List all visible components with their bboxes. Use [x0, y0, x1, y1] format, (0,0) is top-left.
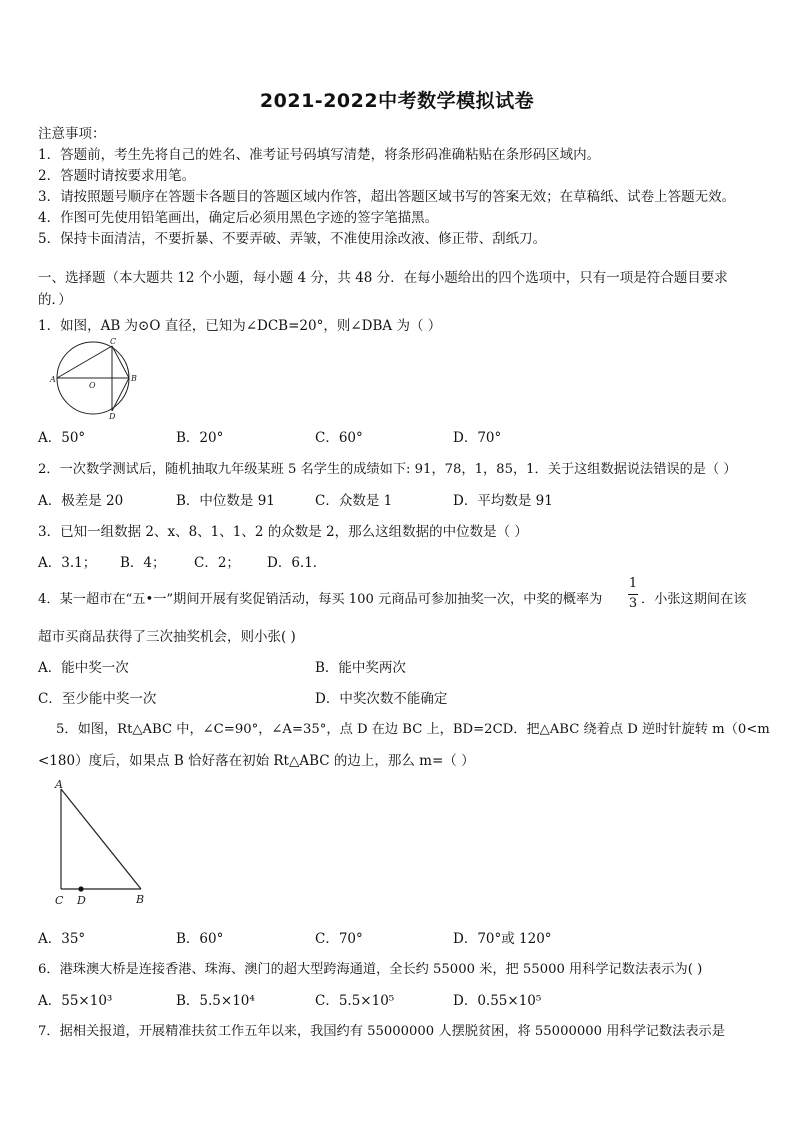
question-5-stem: 5．如图，Rt△ABC 中，∠C=90°，∠A=35°，点 D 在边 BC 上，BD=2CD．把△ABC 绕着点 D 逆时针旋转 m（0<m [56, 722, 770, 737]
section-heading-cont: 的．） [38, 292, 72, 308]
question-3-stem: 3．已知一组数据 2、x、8、1、1、2 的众数是 2，那么这组数据的中位数是（ ） [38, 524, 528, 540]
option-b[interactable]: B．60° [176, 931, 224, 947]
option-b[interactable]: B．20° [176, 430, 224, 446]
option-a[interactable]: A．3.1； [38, 555, 97, 571]
point-d [78, 886, 83, 891]
option-b[interactable]: B．能中奖两次 [315, 660, 406, 676]
option-b[interactable]: B．4； [120, 555, 166, 571]
notice-item: 3．请按照题号顺序在答题卡各题目的答题区域内作答，超出答题区域书写的答案无效；在草稿纸、试卷上答题无效。 [38, 189, 736, 205]
option-d[interactable]: D．70°或 120° [453, 931, 552, 947]
triangle-figure [52, 780, 152, 908]
notice-item: 5．保持卡面清洁，不要折暴、不要弄破、弄皱，不准使用涂改液、修正带、刮纸刀。 [38, 231, 547, 247]
option-c[interactable]: C．70° [315, 931, 363, 947]
option-d[interactable]: D．平均数是 91 [453, 493, 553, 509]
option-c[interactable]: C．至少能中奖一次 [38, 691, 157, 707]
option-c[interactable]: C．5.5×10⁵ [315, 993, 395, 1009]
option-c[interactable]: C．60° [315, 430, 363, 446]
question-4-stem: 4．某一超市在“五•一”期间开展有奖促销活动，每买 100 元商品可参加抽奖一次，中奖的概率为 [38, 592, 603, 607]
fraction-numerator: 1 [628, 576, 638, 591]
label-c: C [110, 337, 117, 346]
label-b: B [136, 893, 145, 906]
question-6-stem: 6．港珠澳大桥是连接香港、珠海、澳门的超大型跨海通道，全长约 55000 米，把 55000 用科学记数法表示为( ) [38, 962, 703, 977]
question-2-stem: 2．一次数学测试后，随机抽取九年级某班 5 名学生的成绩如下: 91，78，1，85，1．关于这组数据说法错误的是（ ） [38, 462, 737, 477]
option-c[interactable]: C．众数是 1 [315, 493, 393, 509]
fraction-bar [628, 594, 638, 595]
option-a[interactable]: A．35° [38, 931, 86, 947]
label-c: C [55, 894, 64, 907]
page-title: 2021-2022中考数学模拟试卷 [259, 90, 535, 112]
question-5-stem-line2: <180）度后，如果点 B 恰好落在初始 Rt△ABC 的边上，那么 m=（ ） [38, 753, 475, 769]
label-a: A [55, 778, 63, 791]
option-d[interactable]: D．6.1． [267, 555, 327, 571]
fraction-denominator: 3 [628, 596, 638, 611]
option-d[interactable]: D．70° [453, 430, 502, 446]
notice-item: 2．答题时请按要求用笔。 [38, 168, 196, 184]
notice-heading: 注意事项： [38, 126, 106, 142]
option-a[interactable]: A．50° [38, 430, 86, 446]
label-b: B [131, 374, 137, 383]
label-a: A [50, 375, 56, 384]
option-d[interactable]: D．中奖次数不能确定 [315, 691, 448, 707]
option-a[interactable]: A．55×10³ [38, 993, 113, 1009]
option-b[interactable]: B．5.5×10⁴ [176, 993, 255, 1009]
notice-item: 4．作图可先使用铅笔画出，确定后必须用黑色字迹的签字笔描黑。 [38, 210, 439, 226]
question-4-stem-line2: 超市买商品获得了三次抽奖机会，则小张( ) [38, 629, 296, 645]
notice-item: 1．答题前，考生先将自己的姓名、准考证号码填写清楚，将条形码准确粘贴在条形码区域内。 [38, 147, 601, 163]
circle-figure [52, 338, 142, 420]
option-a[interactable]: A．极差是 20 [38, 493, 124, 509]
option-c[interactable]: C．2； [194, 555, 240, 571]
option-b[interactable]: B．中位数是 91 [176, 493, 275, 509]
question-1-stem: 1．如图，AB 为⊙O 直径，已知为∠DCB=20°，则∠DBA 为（ ） [38, 318, 442, 334]
label-d: D [77, 894, 86, 907]
question-7-stem: 7．据相关报道，开展精准扶贫工作五年以来，我国约有 55000000 人摆脱贫困，将 55000000 用科学记数法表示是 [38, 1024, 725, 1039]
section-heading: 一、选择题（本大题共 12 个小题，每小题 4 分，共 48 分．在每小题给出的四个选项中，只有一项是符合题目要求 [38, 270, 728, 286]
option-a[interactable]: A．能中奖一次 [38, 660, 129, 676]
question-4-stem-cont: ．小张这期间在该 [641, 592, 747, 607]
label-d: D [109, 412, 116, 421]
label-o: O [89, 381, 96, 390]
option-d[interactable]: D．0.55×10⁵ [453, 993, 542, 1009]
